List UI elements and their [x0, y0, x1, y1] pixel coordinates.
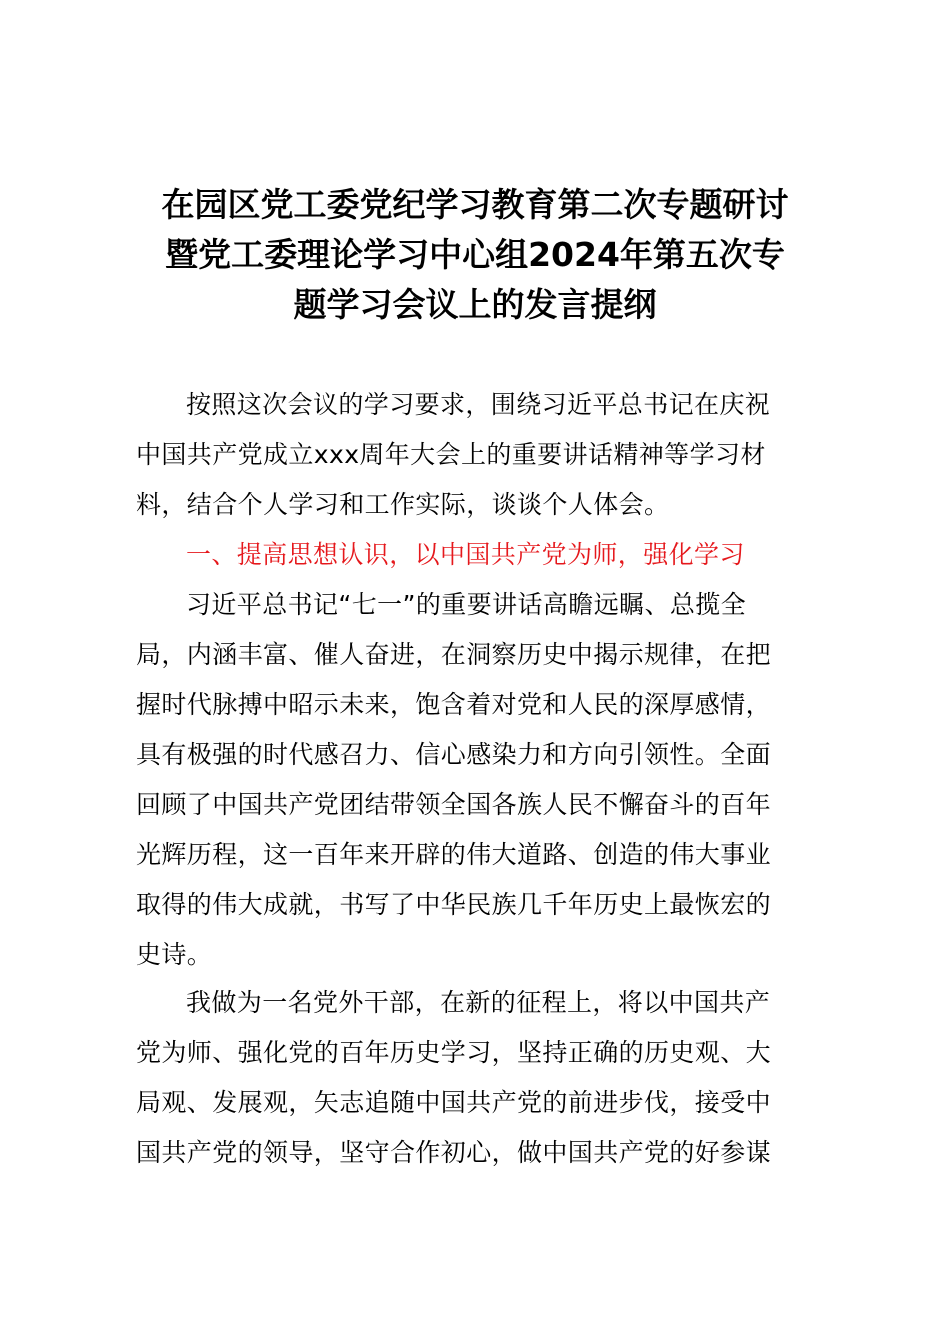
paragraph-line: 史诗。 — [136, 940, 213, 969]
intro-paragraph — [136, 380, 836, 530]
title-line: 在园区党工委党纪学习教育第二次专题研讨 — [161, 185, 789, 224]
paragraph-line: 取得的伟大成就，书写了中华民族几千年历史上最恢宏的 — [136, 890, 772, 919]
paragraph-line: 中国共产党成立xxx周年大会上的重要讲话精神等学习材 — [136, 440, 766, 469]
paragraph-line: 具有极强的时代感召力、信心感染力和方向引领性。全面 — [136, 740, 772, 769]
paragraph-line: 局，内涵丰富、催人奋进，在洞察历史中揭示规律，在把 — [136, 640, 772, 669]
paragraph-line: 料，结合个人学习和工作实际，谈谈个人体会。 — [136, 490, 670, 519]
paragraph-line: 习近平总书记“七一”的重要讲话高瞻远瞩、总揽全 — [186, 590, 747, 619]
section-1-paragraph-1 — [136, 580, 836, 980]
title-line: 题学习会议上的发言提纲 — [293, 285, 657, 324]
paragraph-line: 党为师、强化党的百年历史学习，坚持正确的历史观、大 — [136, 1038, 772, 1067]
paragraph-line: 局观、发展观，矢志追随中国共产党的前进步伐，接受中 — [136, 1088, 772, 1117]
title-line: 暨党工委理论学习中心组2024年第五次专 — [165, 235, 785, 274]
paragraph-line: 按照这次会议的学习要求，围绕习近平总书记在庆祝 — [186, 390, 771, 419]
paragraph-line: 握时代脉搏中昭示未来，饱含着对党和人民的深厚感情， — [136, 690, 772, 719]
document-title — [120, 180, 830, 330]
paragraph-line: 国共产党的领导，坚守合作初心，做中国共产党的好参谋 — [136, 1138, 772, 1167]
section-heading-1: 一、提高思想认识，以中国共产党为师，强化学习 — [186, 540, 745, 569]
section-1-paragraph-2 — [136, 978, 836, 1178]
paragraph-line: 我做为一名党外干部，在新的征程上，将以中国共产 — [186, 988, 771, 1017]
paragraph-line: 光辉历程，这一百年来开辟的伟大道路、创造的伟大事业 — [136, 840, 772, 869]
paragraph-line: 回顾了中国共产党团结带领全国各族人民不懈奋斗的百年 — [136, 790, 772, 819]
